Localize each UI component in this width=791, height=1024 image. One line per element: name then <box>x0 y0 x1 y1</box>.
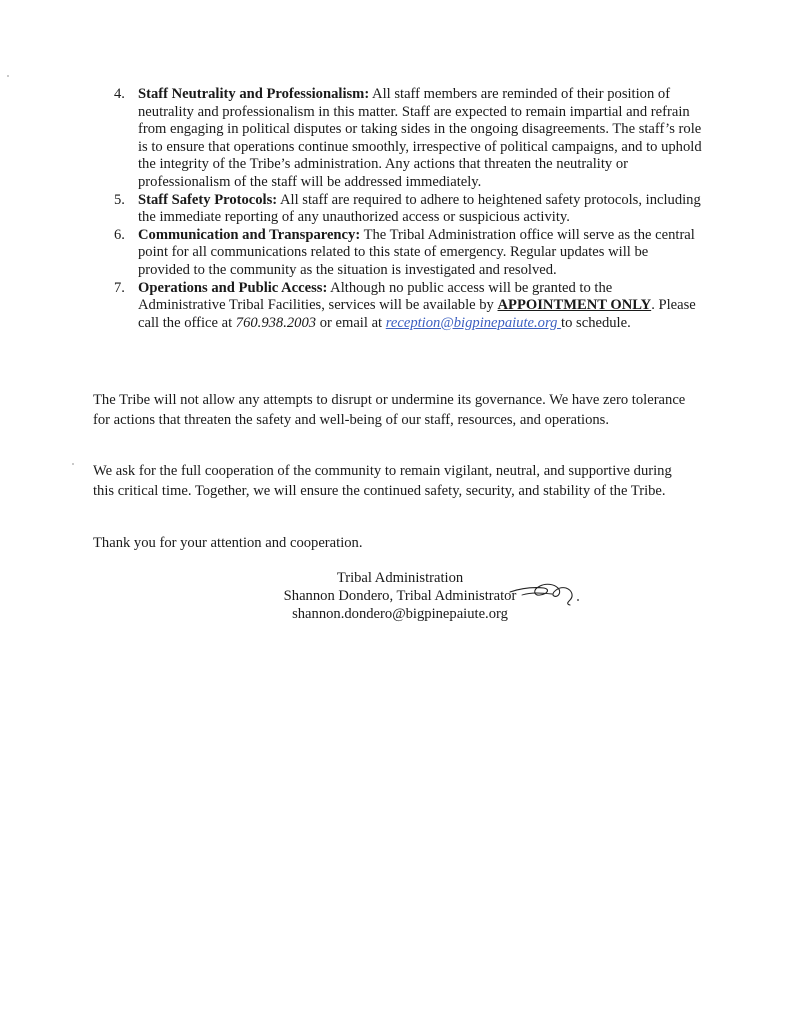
item-body: or email at <box>316 314 386 331</box>
reception-email-link[interactable]: reception@bigpinepaiute.org <box>385 314 562 331</box>
signature-office: Tribal Administration <box>336 570 464 586</box>
cooperation-paragraph: We ask for the full cooperation of the community to remain vigilant, neutral, and supportive during this critical time. Together, we will ensure the continued safety, security, and stability of the Tribe. <box>93 463 672 499</box>
item-heading: Operations and Public Access: <box>138 279 328 296</box>
list-item-communication <box>112 227 702 280</box>
appointment-only-emphasis: APPOINTMENT ONLY <box>497 297 652 314</box>
item-number: 7. <box>114 279 125 296</box>
item-number: 6. <box>114 226 125 243</box>
handwritten-signature <box>508 578 590 608</box>
signature-email: shannon.dondero@bigpinepaiute.org <box>292 606 508 622</box>
item-body: to schedule. <box>561 314 631 331</box>
scan-speck <box>7 75 9 77</box>
item-number: 4. <box>114 86 125 102</box>
zero-tolerance-paragraph: The Tribe will not allow any attempts to disrupt or undermine its governance. We have zero tolerance for actions that threaten the safety and well-being of our staff, resources, and operations. <box>93 392 686 428</box>
item-number: 5. <box>114 191 125 208</box>
item-body: Although no public access will be granted to the Administrative Tribal Facilities, services will be available by <box>138 279 613 314</box>
item-body: All staff members are reminded of their position of neutrality and professionalism in this matter. Staff are expected to remain impartial and refrain from engaging in political disputes or taking sides in the ongoing disagreements. The staff’s role is to ensure that operations continue smoothly, irrespective of political campaigns, and to uphold the integrity of the Tribe’s administration. Any actions that threaten the neutrality or professionalism of the staff will be addressed immediately. <box>138 86 702 190</box>
item-heading: Staff Safety Protocols: <box>138 191 278 208</box>
list-item-neutrality <box>112 86 702 192</box>
item-heading: Staff Neutrality and Professionalism: <box>138 86 370 102</box>
numbered-list <box>112 86 702 332</box>
scan-speck <box>72 463 74 465</box>
thanks-paragraph: Thank you for your attention and cooperation. <box>93 535 363 551</box>
office-phone: 760.938.2003 <box>235 314 317 331</box>
item-body: . Please call the office at <box>138 297 696 331</box>
list-item-safety <box>112 192 702 227</box>
item-body: The Tribal Administration office will serve as the central point for all communications related to this state of emergency. Regular updates will be provided to the community as the situation is investigated and resolved. <box>138 226 695 278</box>
signature-name-title: Shannon Dondero, Tribal Administrator <box>283 588 517 604</box>
list-item-operations <box>112 280 702 333</box>
item-heading: Communication and Transparency: <box>138 226 361 243</box>
item-body: All staff are required to adhere to heightened safety protocols, including the immediate reporting of any unauthorized access or suspicious activity. <box>138 191 701 226</box>
